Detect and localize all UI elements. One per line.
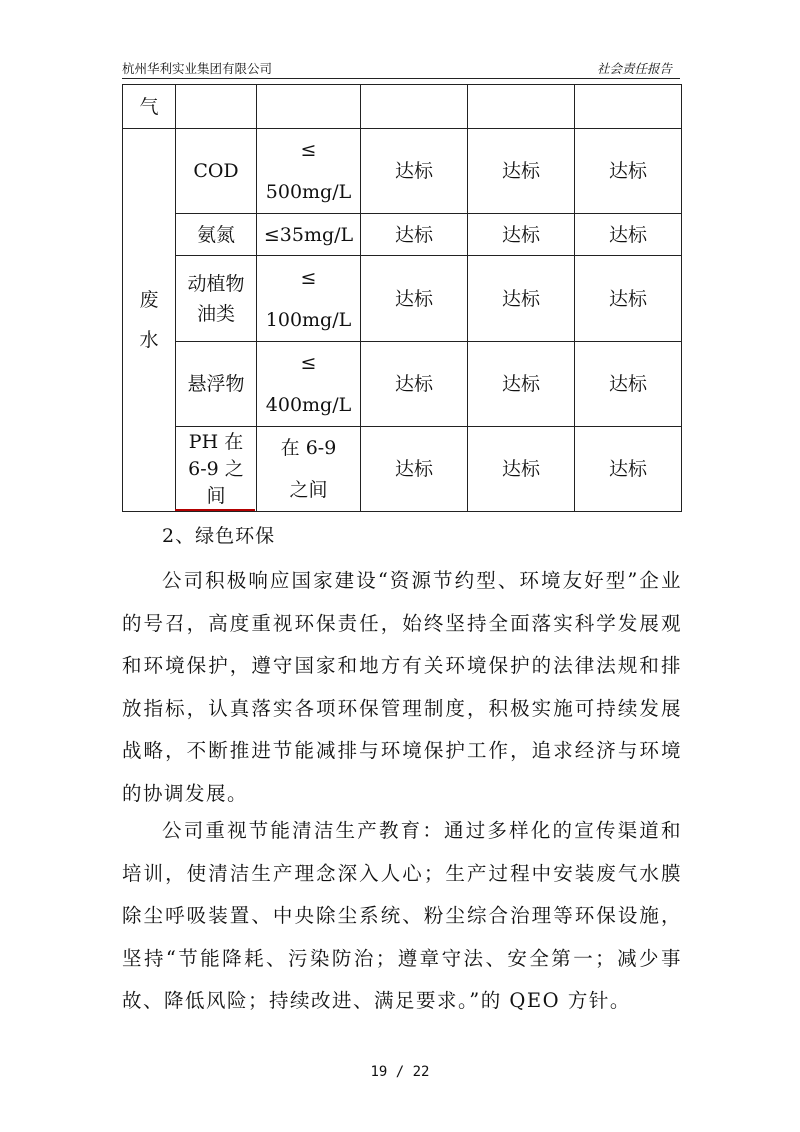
result-cell: 达标	[468, 342, 575, 427]
result-cell: 达标	[361, 342, 468, 427]
standard-cell: 在 6-9 之间	[257, 427, 361, 512]
category-wastewater-label: 废 水	[139, 289, 159, 351]
result-cell: 达标	[575, 427, 682, 512]
indicator-cell: 氨氮	[176, 214, 257, 256]
indicator-cell: PH 在 6-9 之 间	[176, 427, 257, 512]
result-cell: 达标	[468, 214, 575, 256]
result-cell: 达标	[361, 129, 468, 214]
report-title: 社会责任报告	[596, 61, 672, 76]
result-cell: 达标	[468, 129, 575, 214]
result-cell: 达标	[361, 256, 468, 342]
result-cell: 达标	[468, 256, 575, 342]
table-row	[123, 342, 682, 427]
category-gas-cell: 气	[123, 85, 176, 129]
table-row-gas	[123, 85, 682, 129]
result-cell: 达标	[361, 427, 468, 512]
page-number: 19 / 22	[370, 1064, 430, 1080]
table-row	[123, 129, 682, 214]
standard-cell: ≤ 100mg/L	[257, 256, 361, 342]
result-cell: 达标	[575, 256, 682, 342]
paragraph-green-environment: 公司积极响应国家建设“资源节约型、环境友好型”企业的号召，高度重视环保责任，始终坚持全面落实科学发展观和环境保护，遵守国家和地方有关环境保护的法律法规和排放指标，认真落实各项环保管理制度，积极实施可持续发展战略，不断推进节能减排与环境保护工作，追求经济与环境的协调发展。	[122, 569, 682, 805]
table-row	[123, 256, 682, 342]
standard-cell: ≤ 500mg/L	[257, 129, 361, 214]
emission-standards-table	[122, 84, 682, 512]
result-cell: 达标	[361, 214, 468, 256]
indicator-cell: COD	[176, 129, 257, 214]
result-cell: 达标	[575, 129, 682, 214]
result-cell: 达标	[575, 342, 682, 427]
table-accent-line	[175, 509, 255, 511]
result-cell: 达标	[468, 427, 575, 512]
indicator-cell: 动植物 油类	[176, 256, 257, 342]
category-wastewater-cell	[123, 129, 176, 512]
result-cell: 达标	[575, 214, 682, 256]
standard-cell: ≤35mg/L	[257, 214, 361, 256]
section-title: 2、绿色环保	[162, 525, 276, 547]
table-row	[123, 427, 682, 512]
company-name: 杭州华利实业集团有限公司	[122, 61, 273, 76]
indicator-cell: 悬浮物	[176, 342, 257, 427]
page-header	[122, 56, 680, 79]
paragraph-clean-production: 公司重视节能清洁生产教育：通过多样化的宣传渠道和培训，使清洁生产理念深入人心；生产过程中安装废气水膜除尘呼吸装置、中央除尘系统、粉尘综合治理等环保设施，坚持“节能降耗、污染防治；遵章守法、安全第一；减少事故、降低风险；持续改进、满足要求。”的 QEO 方针。	[122, 819, 682, 1012]
table-row	[123, 214, 682, 256]
standard-cell: ≤ 400mg/L	[257, 342, 361, 427]
